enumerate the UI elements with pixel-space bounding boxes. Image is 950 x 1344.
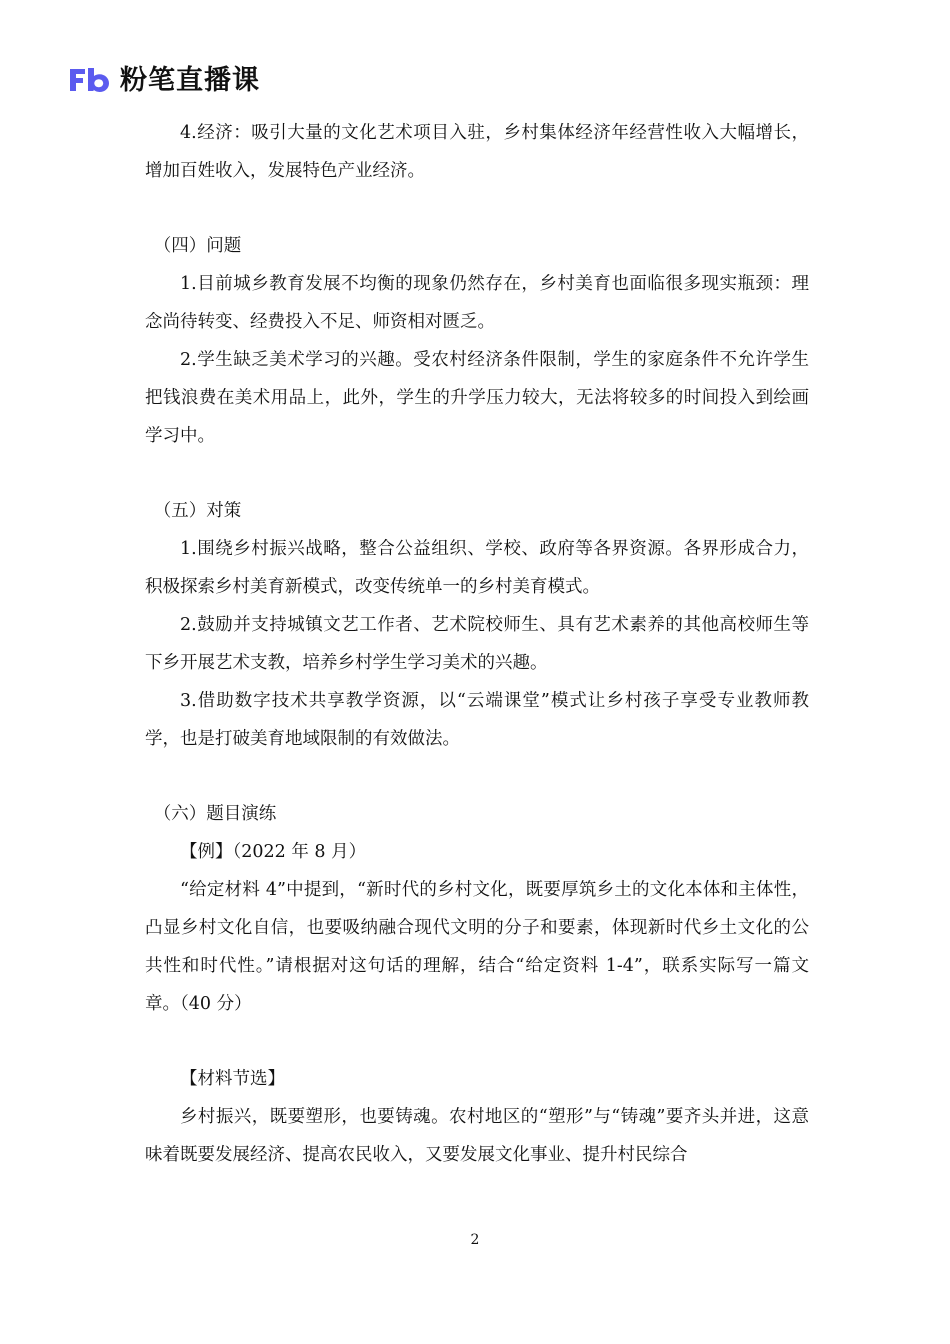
paragraph-countermeasure-1: 1.围绕乡村振兴战略，整合公益组织、学校、政府等各界资源。各界形成合力，积极探索乡村美育新模式，改变传统单一的乡村美育模式。: [145, 539, 809, 597]
paragraph-problem-1: 1.目前城乡教育发展不均衡的现象仍然存在，乡村美育也面临很多现实瓶颈：理念尚待转变、经费投入不足、师资相对匮乏。: [145, 274, 809, 332]
page-number: 2: [470, 1232, 480, 1248]
document-body: [145, 114, 809, 1174]
paragraph-countermeasure-3: 3.借助数字技术共享教学资源，以“云端课堂”模式让乡村孩子享受专业教师教学，也是打破美育地域限制的有效做法。: [145, 691, 809, 749]
paragraph-economy: 4.经济：吸引大量的文化艺术项目入驻，乡村集体经济年经营性收入大幅增长，增加百姓收入，发展特色产业经济。: [145, 123, 809, 181]
example-label: 【例】（2022 年 8 月）: [180, 842, 367, 862]
fb-logo-icon: [68, 67, 112, 93]
page-header: [68, 62, 260, 98]
paragraph-countermeasure-2: 2.鼓励并支持城镇文艺工作者、艺术院校师生、具有艺术素养的其他高校师生等下乡开展艺术支教，培养乡村学生学习美术的兴趣。: [145, 615, 809, 673]
material-heading: 【材料节选】: [180, 1069, 285, 1089]
section-heading-countermeasures: （五）对策: [153, 501, 242, 521]
section-heading-problems: （四）问题: [153, 236, 242, 256]
paragraph-problem-2: 2.学生缺乏美术学习的兴趣。受农村经济条件限制，学生的家庭条件不允许学生把钱浪费在美术用品上，此外，学生的升学压力较大，无法将较多的时间投入到绘画学习中。: [145, 350, 809, 446]
brand-title: 粉笔直播课: [120, 64, 260, 96]
material-paragraph: 乡村振兴，既要塑形，也要铸魂。农村地区的“塑形”与“铸魂”要齐头并进，这意味着既要发展经济、提高农民收入，又要发展文化事业、提升村民综合: [145, 1107, 809, 1165]
section-heading-exercise: （六）题目演练: [153, 804, 277, 824]
question-text: “给定材料 4”中提到，“新时代的乡村文化，既要厚筑乡土的文化本体和主体性，凸显乡村文化自信，也要吸纳融合现代文明的分子和要素，体现新时代乡土文化的公共性和时代性。”请根据对这句话的理解，结合“给定资料 1-4”，联系实际写一篇文章。（40 分）: [145, 880, 809, 1014]
